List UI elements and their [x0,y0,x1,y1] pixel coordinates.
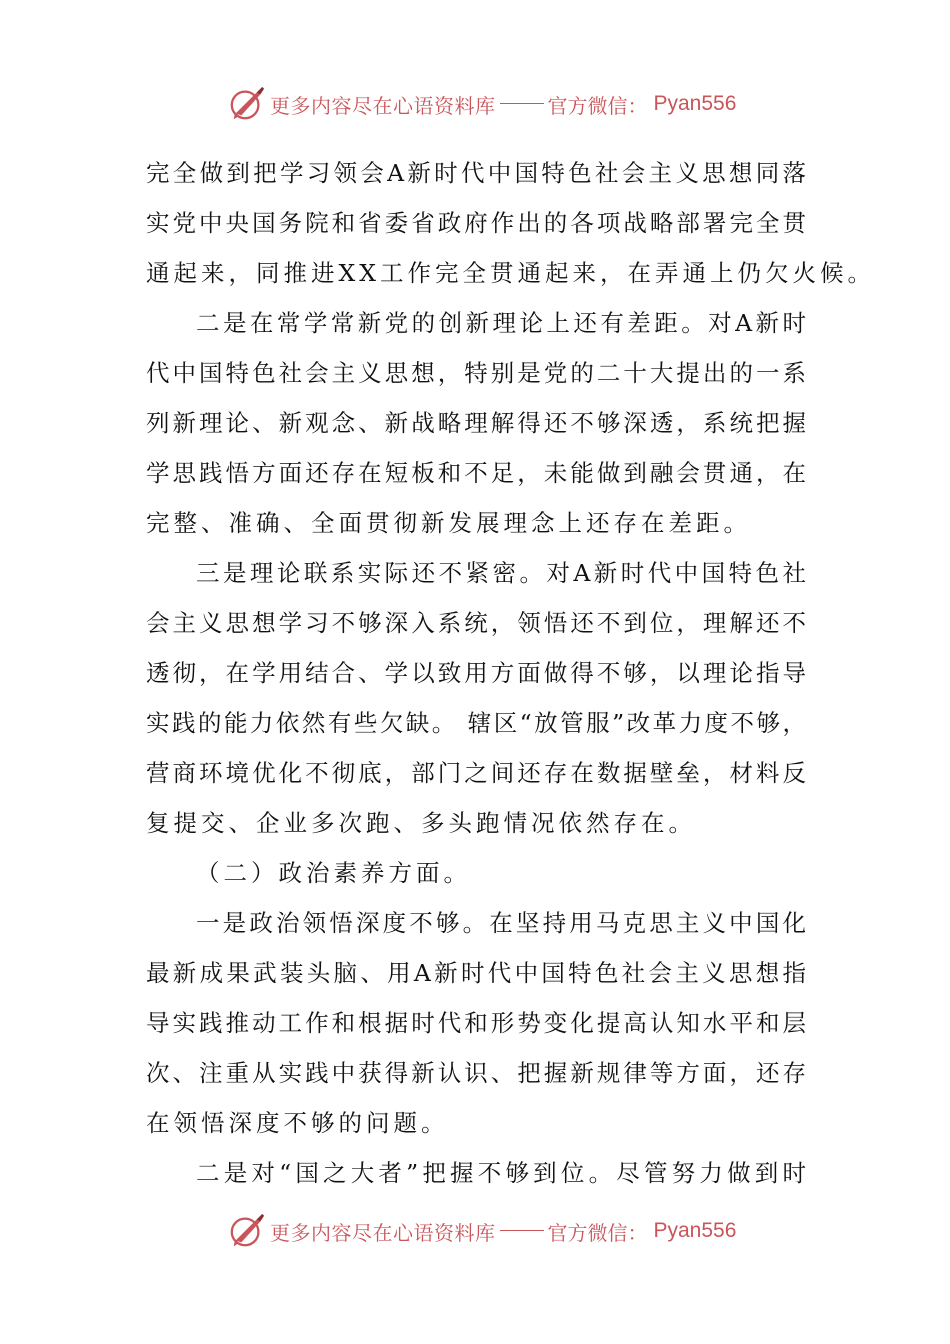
text-line: 代中国特色社会主义思想，特别是党的二十大提出的一系 [146,359,806,387]
text-line: 实践的能力依然有些欠缺。 辖区“放管服”改革力度不够， [146,709,806,737]
text-line: （二）政治素养方面。 [196,859,471,887]
paragraph [146,1148,806,1198]
text-line: 实党中央国务院和省委省政府作出的各项战略部署完全贯 [146,209,806,237]
section-heading [146,848,806,898]
text-line: 会主义思想学习不够深入系统，领悟还不到位，理解还不 [146,609,806,637]
text-line: 复提交、企业多次跑、多头跑情况依然存在。 [146,809,696,837]
text-line: 导实践推动工作和根据时代和形势变化提高认知水平和层 [146,1009,806,1037]
text-line: 营商环境优化不彻底，部门之间还存在数据壁垒，材料反 [146,759,806,787]
text-line: 学思践悟方面还存在短板和不足，未能做到融会贯通，在 [146,459,806,487]
watermark-text: 更多内容尽在心语资料库 [270,93,496,118]
watermark-label: 官方微信： [547,1220,648,1245]
paragraph [146,148,875,298]
text-line: 二是在常学常新党的创新理论上还有差距。对A新时 [196,309,806,337]
paragraph [146,548,806,848]
watermark-wechat-id: Pyan556 [653,92,737,115]
text-line: 完全做到把学习领会A新时代中国特色社会主义思想同落 [146,159,806,187]
text-line: 透彻，在学用结合、学以致用方面做得不够，以理论指导 [146,659,806,687]
text-line: 完整、准确、全面贯彻新发展理念上还存在差距。 [146,509,751,537]
watermark-wechat-id: Pyan556 [653,1219,737,1242]
paragraph [146,298,806,548]
pen-logo-icon [228,85,266,123]
watermark-header [228,84,736,124]
text-line: 列新理论、新观念、新战略理解得还不够深透，系统把握 [146,409,806,437]
text-line: 在领悟深度不够的问题。 [146,1109,449,1137]
text-line: 二是对“国之大者”把握不够到位。尽管努力做到时 [196,1159,806,1187]
text-line: 通起来，同推进XX工作完全贯通起来，在弄通上仍欠火候。 [146,259,875,287]
document-body [146,148,875,1198]
text-line: 一是政治领悟深度不够。在坚持用马克思主义中国化 [196,909,806,937]
watermark-footer [228,1211,736,1251]
text-line: 最新成果武装头脑、用A新时代中国特色社会主义思想指 [146,959,806,987]
watermark-dash [500,1230,544,1231]
text-line: 三是理论联系实际还不紧密。对A新时代中国特色社 [196,559,806,587]
watermark-label: 官方微信： [547,93,648,118]
text-line: 次、注重从实践中获得新认识、把握新规律等方面，还存 [146,1059,806,1087]
paragraph [146,898,806,1148]
watermark-text: 更多内容尽在心语资料库 [270,1220,496,1245]
watermark-dash [500,103,544,104]
pen-logo-icon [228,1212,266,1250]
